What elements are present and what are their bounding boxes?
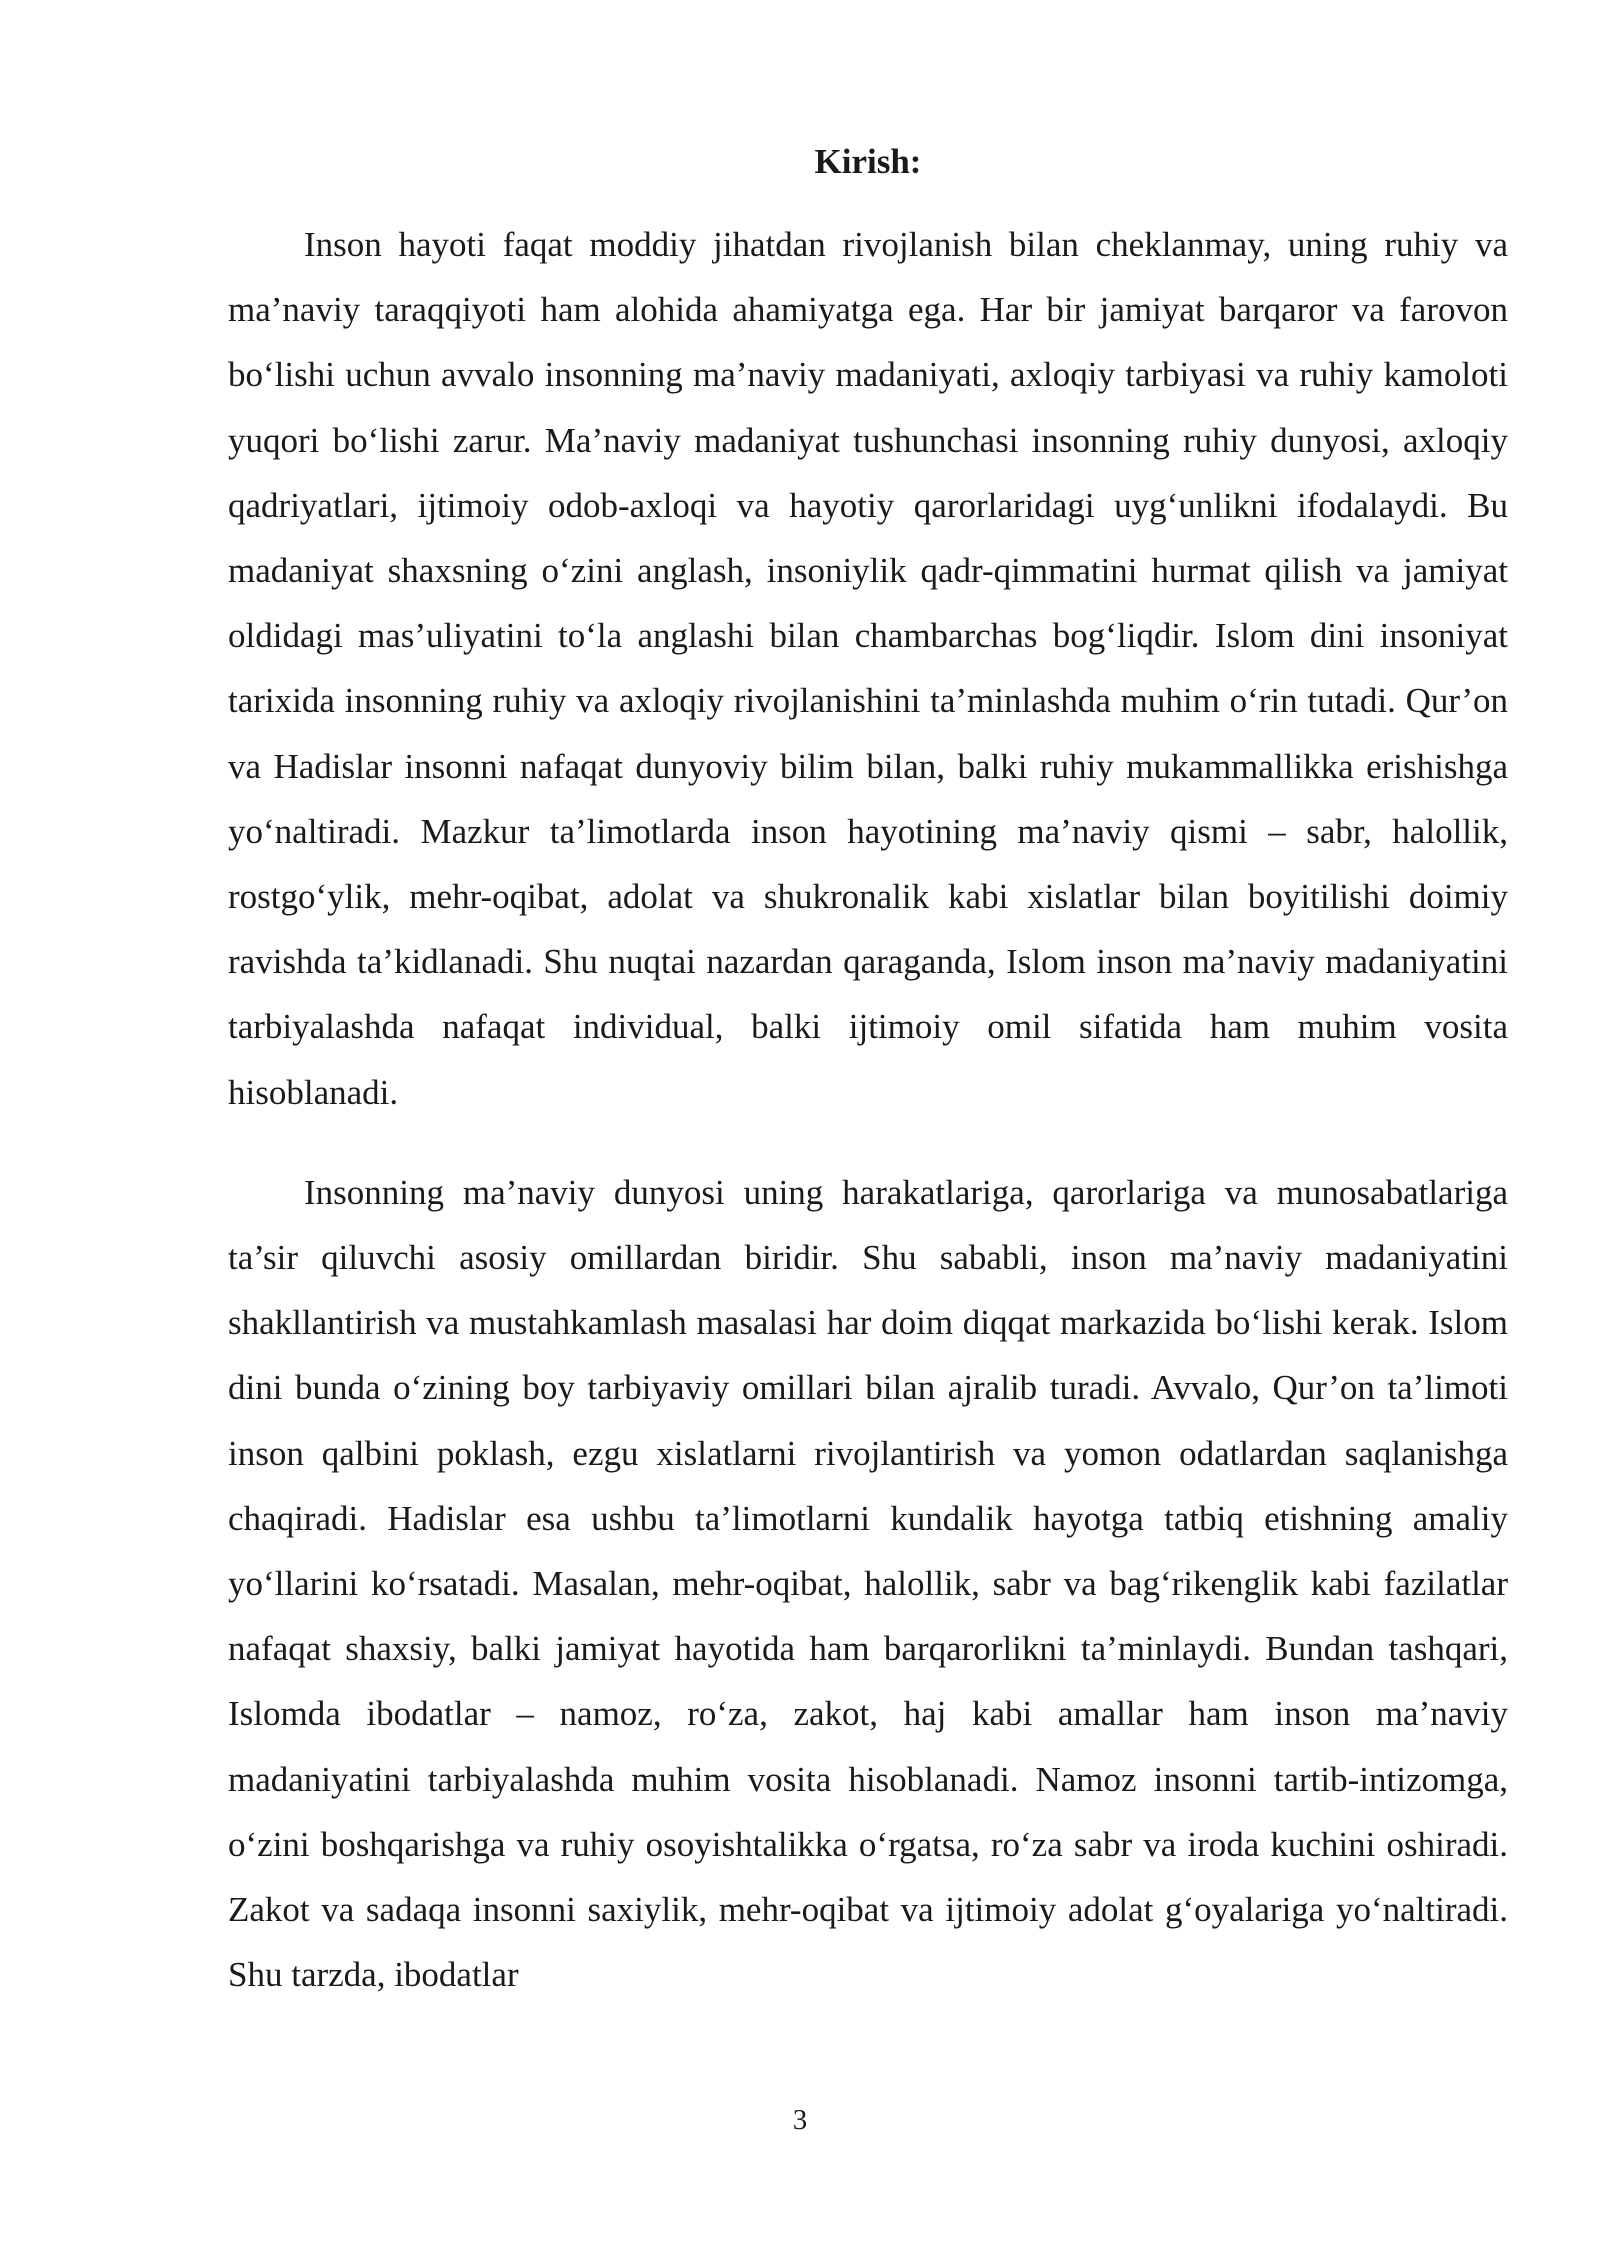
body-text [228,212,1508,2007]
page-number: 3 [792,2104,808,2136]
paragraph-2: Insonning ma’naviy dunyosi uning harakatlariga, qarorlariga va munosabatlariga ta’sir qiluvchi asosiy omillardan biridir. Shu sababli, inson ma’naviy madaniyatini shakllantirish va mustahkamlash masalasi har doim diqqat markazida bo‘lishi kerak. Islom dini bunda o‘zining boy tarbiyaviy omillari bilan ajralib turadi. Avvalo, Qur’on ta’limoti inson qalbini poklash, ezgu xislatlarni rivojlantirish va yomon odatlardan saqlanishga chaqiradi. Hadislar esa ushbu ta’limotlarni kundalik hayotga tatbiq etishning amaliy yo‘llarini ko‘rsatadi. Masalan, mehr-oqibat, halollik, sabr va bag‘rikenglik kabi fazilatlar nafaqat shaxsiy, balki jamiyat hayotida ham barqarorlikni ta’minlaydi. Bundan tashqari, Islomda ibodatlar – namoz, ro‘za, zakot, haj kabi amallar ham inson ma’naviy madaniyatini tarbiyalashda muhim vosita hisoblanadi. Namoz insonni tartib-intizomga, o‘zini boshqarishga va ruhiy osoyishtalikka o‘rgatsa, ro‘za sabr va iroda kuchini oshiradi. Zakot va sadaqa insonni saxiylik, mehr-oqibat va ijtimoiy adolat g‘oyalariga yo‘naltiradi. Shu tarzda, ibodatlar [228,1172,1508,1995]
section-heading: Kirish: [814,142,922,181]
paragraph-1: Inson hayoti faqat moddiy jihatdan rivojlanish bilan cheklanmay, uning ruhiy va ma’naviy taraqqiyoti ham alohida ahamiyatga ega. Har bir jamiyat barqaror va farovon bo‘lishi uchun avvalo insonning ma’naviy madaniyati, axloqiy tarbiyasi va ruhiy kamoloti yuqori bo‘lishi zarur. Ma’naviy madaniyat tushunchasi insonning ruhiy dunyosi, axloqiy qadriyatlari, ijtimoiy odob-axloqi va hayotiy qarorlaridagi uyg‘unlikni ifodalaydi. Bu madaniyat shaxsning o‘zini anglash, insoniylik qadr-qimmatini hurmat qilish va jamiyat oldidagi mas’uliyatini to‘la anglashi bilan chambarchas bog‘liqdir. Islom dini insoniyat tarixida insonning ruhiy va axloqiy rivojlanishini ta’minlashda muhim o‘rin tutadi. Qur’on va Hadislar insonni nafaqat dunyoviy bilim bilan, balki ruhiy mukammallikka erishishga yo‘naltiradi. Mazkur ta’limotlarda inson hayotining ma’naviy qismi – sabr, halollik, rostgo‘ylik, mehr-oqibat, adolat va shukronalik kabi xislatlar bilan boyitilishi doimiy ravishda ta’kidlanadi. Shu nuqtai nazardan qaraganda, Islom inson ma’naviy madaniyatini tarbiyalashda nafaqat individual, balki ijtimoiy omil sifatida ham muhim vosita hisoblanadi. [228,225,1508,1112]
